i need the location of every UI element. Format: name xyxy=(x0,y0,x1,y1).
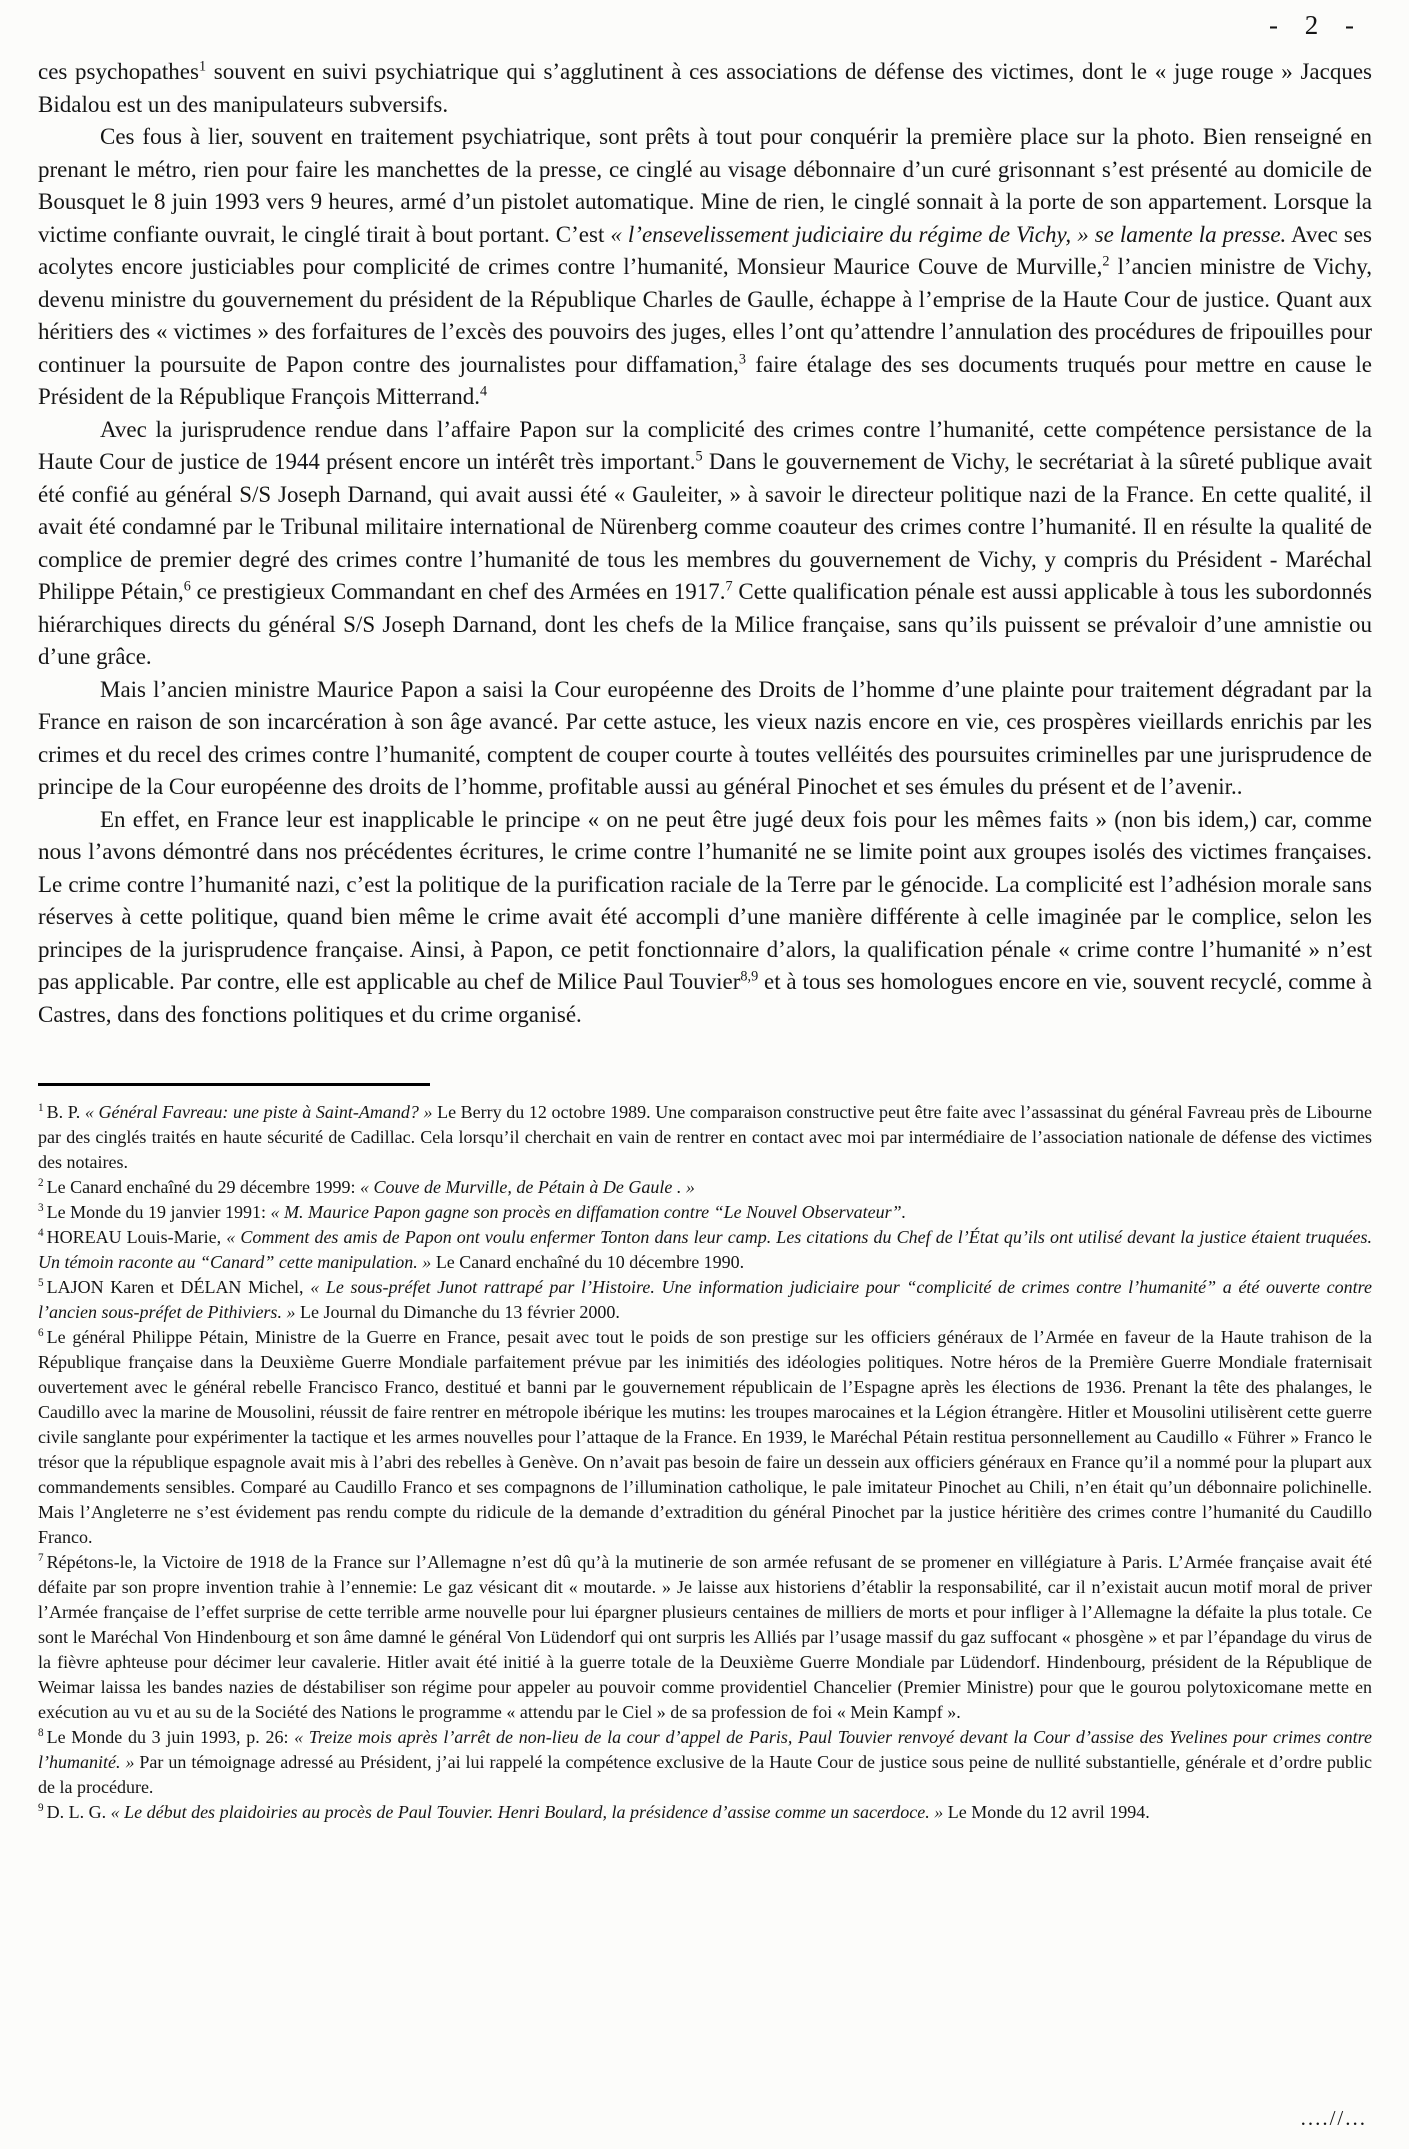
italic-text: « M. Maurice Papon gagne son procès en diffamation contre “Le Nouvel Observateur”. xyxy=(270,1202,907,1222)
italic-text: « Comment des amis de Papon ont voulu enfermer Tonton dans leur camp. Les citations du Chef de l’État qu’ils ont utilisé devant la justice étaient truquées. Un témoin raconte au “Canard” cette manipulation. » xyxy=(38,1227,1372,1272)
footnote-ref: 6 xyxy=(183,578,191,595)
continuation-mark: ....//... xyxy=(1300,2106,1367,2130)
text-run: HOREAU Louis-Marie, xyxy=(46,1227,227,1247)
footnotes-section xyxy=(38,1100,1372,1825)
footnote-ref: 8,9 xyxy=(740,968,759,985)
italic-text: « Treize mois après l’arrêt de non-lieu de la cour d’appel de Paris, Paul Touvier renvoyé devant la Cour d’assise des Yvelines pour crimes contre l’humanité. » xyxy=(38,1727,1373,1772)
footnote-number: 4 xyxy=(38,1227,44,1239)
footnote-ref: 1 xyxy=(198,58,207,75)
footnote-number: 1 xyxy=(38,1102,44,1114)
text-run: et à tous ses homologues encore en vie, souvent recyclé, comme à Castres, dans des fonctions politiques et du crime organisé. xyxy=(38,969,1372,1027)
text-run: souvent en suivi psychiatrique qui s’agglutinent à ces associations de défense des victimes, dont le « juge rouge » Jacques Bidalou est un des manipulateurs subversifs. xyxy=(38,59,1372,117)
text-run: Le Canard enchaîné du 10 décembre 1990. xyxy=(431,1252,745,1272)
text-run: Le Monde du 3 juin 1993, p. 26: xyxy=(46,1727,295,1747)
footnote-number: 8 xyxy=(38,1727,44,1739)
body-paragraph xyxy=(38,56,1372,121)
footnote-item xyxy=(38,1275,1372,1325)
footnote-separator xyxy=(38,1083,430,1086)
text-run: Dans le gouvernement de Vichy, le secrétariat à la sûreté publique avait été confié au général S/S Joseph Darnand, qui avait aussi été « Gauleiter, » à savoir le directeur politique nazi de la France. En cette qualité, il avait été condamné par le Tribunal militaire international de Nürenberg comme coauteur des crimes contre l’humanité. Il en résulte la qualité de complice de premier degré des crimes contre l’humanité de tous les membres du gouvernement de Vichy, y compris du Président - Maréchal Philippe Pétain, xyxy=(38,449,1372,604)
body-paragraph xyxy=(38,804,1372,1032)
page-footer xyxy=(1301,2106,1367,2131)
footnote-item xyxy=(38,1200,1372,1225)
footnote-number: 7 xyxy=(38,1552,44,1564)
footnote-ref: 3 xyxy=(738,350,747,367)
footnote-item xyxy=(38,1800,1372,1825)
footnote-item xyxy=(38,1325,1372,1550)
footnote-number: 5 xyxy=(38,1277,44,1289)
text-run: Cette qualification pénale est aussi applicable à tous les subordonnés hiérarchiques directs du général S/S Joseph Darnand, dont les chefs de la Milice française, sans qu’ils puissent se prévaloir d’une amnistie ou d’une grâce. xyxy=(38,579,1372,669)
text-run: Le général Philippe Pétain, Ministre de la Guerre en France, pesait avec tout le poids de son prestige sur les officiers généraux de l’Armée en faveur de la Haute trahison de la République française dans la Deuxième Guerre Mondiale parfaitement prévue par les inimitiés des idéologies politiques. Notre héros de la Première Guerre Mondiale fraternisait ouvertement avec le général rebelle Francisco Franco, destitué et banni par le gouvernement républicain de l’Espagne après les élections de 1936. Prenant la tête des phalanges, le Caudillo avec la marine de Mousolini, réussit de faire rentrer en métropole ibérique les mutins: les troupes marocaines et la Légion étrangère. Hitler et Mousolini utilisèrent cette guerre civile sanglante pour expérimenter la tactique et les armes nouvelles pour l’attaque de la France. En 1939, le Maréchal Pétain restitua personnellement au Caudillo « Führer » Franco le trésor que la république espagnole avait mis à l’abri des rebelles à Genève. On n’avait pas besoin de faire un dessein aux officiers généraux en France qu’il a nommé pour la plupart aux commandements sensibles. Comparé au Caudillo Franco et ses compagnons de l’illumination catholique, le pale imitateur Pinochet au Chili, n’en était qu’un débonnaire polichinelle. Mais l’Angleterre ne s’est évidement pas rendu compte du ridicule de la demande d’extradition du général Pinochet par la justice héritière des crimes contre l’humanité du Caudillo Franco. xyxy=(38,1327,1372,1547)
text-run: Le Canard enchaîné du 29 décembre 1999: xyxy=(46,1177,360,1197)
page-header xyxy=(38,10,1372,56)
footnote-item xyxy=(38,1550,1372,1725)
text-run: ce prestigieux Commandant en chef des Armées en 1917. xyxy=(190,579,726,604)
footnote-ref: 7 xyxy=(725,578,733,595)
text-run: Avec ses acolytes encore justiciables pour complicité de crimes contre l’humanité, Monsieur Maurice Couve de Murville, xyxy=(38,221,1372,279)
text-run: l’ancien ministre de Vichy, devenu ministre du gouvernement du président de la République Charles de Gaulle, échappe à l’emprise de la Haute Cour de justice. Quant aux héritiers des « victimes » des forfaitures de l’excès des pouvoirs des juges, elles l’ont qu’attendre l’annulation des procédures de fripouilles pour continuer la poursuite de Papon contre des journalistes pour diffamation, xyxy=(38,254,1372,377)
text-run: Le Monde du 12 avril 1994. xyxy=(943,1802,1150,1822)
text-run: B. P. xyxy=(46,1102,85,1122)
text-run: D. L. G. xyxy=(46,1802,111,1822)
italic-text: « l’ensevelissement judiciaire du régime de Vichy, » se lamente la presse. xyxy=(610,221,1287,247)
footnote-ref: 4 xyxy=(480,383,488,400)
footnote-number: 6 xyxy=(38,1327,44,1339)
text-run: Mais l’ancien ministre Maurice Papon a saisi la Cour européenne des Droits de l’homme d’une plainte pour traitement dégradant par la France en raison de son incarcération à son âge avancé. Par cette astuce, les vieux nazis encore en vie, ces prospères vieillards enrichis par les crimes et du recel des crimes contre l’humanité, comptent de couper courte à toutes velléités des poursuites criminelles par une jurisprudence de principe de la Cour européenne des droits de l’homme, profitable aussi au général Pinochet et ses émules du présent et de l’avenir.. xyxy=(38,676,1372,799)
footnote-item xyxy=(38,1175,1372,1200)
footnote-item xyxy=(38,1725,1372,1800)
document-body xyxy=(38,56,1372,1031)
text-run: En effet, en France leur est inapplicable le principe « on ne peut être jugé deux fois pour les mêmes faits » (non bis idem,) car, comme nous l’avons démontré dans nos précédentes écritures, le crime contre l’humanité ne se limite point aux groupes isolés des victimes françaises. Le crime contre l’humanité nazi, c’est la politique de la purification raciale de la Terre par le génocide. La complicité est l’adhésion morale sans réserves à cette politique, quand bien même le crime avait été accompli d’une manière différente à celle imaginée par le complice, selon les principes de la jurisprudence française. Ainsi, à Papon, ce petit fonctionnaire d’alors, la qualification pénale « crime contre l’humanité » n’est pas applicable. Par contre, elle est applicable au chef de Milice Paul Touvier xyxy=(38,806,1372,994)
text-run: ces psychopathes xyxy=(38,59,199,84)
footnote-number: 3 xyxy=(38,1202,44,1214)
text-run: Le Berry du 12 octobre 1989. Une comparaison constructive peut être faite avec l’assassinat du général Favreau près de Libourne par des cinglés traités en haute sécurité de Cadillac. Cela lorsqu’il cherchait en vain de rentrer en contact avec moi par intermédiaire de l’association nationale de défense des victimes des notaires. xyxy=(38,1102,1372,1172)
body-paragraph xyxy=(38,674,1372,804)
body-paragraph xyxy=(38,121,1372,414)
footnote-item xyxy=(38,1225,1372,1275)
italic-text: « Le sous-préfet Junot rattrapé par l’Histoire. Une information judiciaire pour “complicité de crimes contre l’humanité” a été ouverte contre l’ancien sous-préfet de Pithiviers. » xyxy=(38,1277,1372,1322)
italic-text: « Général Favreau: une piste à Saint-Amand? » xyxy=(84,1102,433,1122)
text-run: Répétons-le, la Victoire de 1918 de la France sur l’Allemagne n’est dû qu’à la mutinerie de son armée refusant de se promener en villégiature à Paris. L’Armée française avait été défaite par son propre invention trahie à l’ennemie: Le gaz vésicant dit « moutarde. » Je laisse aux historiens d’établir la responsabilité, car il n’existait aucun motif moral de priver l’Armée française de l’effet surprise de cette terrible arme nouvelle pour lui épargner plusieurs centaines de milliers de morts et pour infliger à l’Allemagne la défaite la plus totale. Ce sont le Maréchal Von Hindenbourg et son âme damné le général Von Lüdendorf qui ont surpris les Alliés par l’usage massif du gaz suffocant « phosgène » et par l’épandage du virus de la fièvre aphteuse pour décimer leur cavalerie. Hitler avait été initié à la guerre totale de la Deuxième Guerre Mondiale par Lüdendorf. Hindenbourg, président de la République de Weimar laissa les bandes nazies de déstabiliser son régime pour appeler au pouvoir comme providentiel Chancelier (Premier Ministre) pour que le gourou polytoxicomane mette en exécution au vu et au su de la Société des Nations le programme « attendu par le Ciel » de sa profession de foi « Mein Kampf ». xyxy=(38,1552,1372,1722)
text-run: faire étalage des ses documents truqués pour mettre en cause le Président de la République François Mitterrand. xyxy=(38,351,1373,409)
footnote-item xyxy=(38,1100,1372,1175)
body-paragraph xyxy=(38,414,1372,674)
footnote-number: 9 xyxy=(38,1802,44,1814)
text-run: Le Monde du 19 janvier 1991: xyxy=(46,1202,271,1222)
italic-text: « Couve de Murville, de Pétain à De Gaule . » xyxy=(359,1177,695,1197)
footnote-ref: 2 xyxy=(1102,253,1110,270)
footnote-number: 2 xyxy=(38,1177,44,1189)
text-run: Par un témoignage adressé au Président, j’ai lui rappelé la compétence exclusive de la Haute Cour de justice sous peine de nullité substantielle, générale et d’ordre public de la procédure. xyxy=(38,1752,1372,1797)
text-run: LAJON Karen et DÉLAN Michel, xyxy=(46,1277,311,1297)
text-run: Avec la jurisprudence rendue dans l’affaire Papon sur la complicité des crimes contre l’humanité, cette compétence persistance de la Haute Cour de justice de 1944 présent encore un intérêt très important. xyxy=(38,416,1372,474)
italic-text: « Le début des plaidoiries au procès de Paul Touvier. Henri Boulard, la présidence d’assise comme un sacerdoce. » xyxy=(110,1802,944,1822)
footnote-ref: 5 xyxy=(695,448,703,465)
text-run: Le Journal du Dimanche du 13 février 2000. xyxy=(295,1302,620,1322)
text-run: Ces fous à lier, souvent en traitement psychiatrique, sont prêts à tout pour conquérir la première place sur la photo. Bien renseigné en prenant le métro, rien pour faire les manchettes de la presse, ce cinglé au visage débonnaire d’un curé grisonnant s’est présenté au domicile de Bousquet le 8 juin 1993 vers 9 heures, armé d’un pistolet automatique. Mine de rien, le cinglé sonnait à la porte de son appartement. Lorsque la victime confiante ouvrait, le cinglé tirait à bout portant. C’est xyxy=(38,124,1372,247)
page-number: - 2 - xyxy=(1269,10,1358,40)
